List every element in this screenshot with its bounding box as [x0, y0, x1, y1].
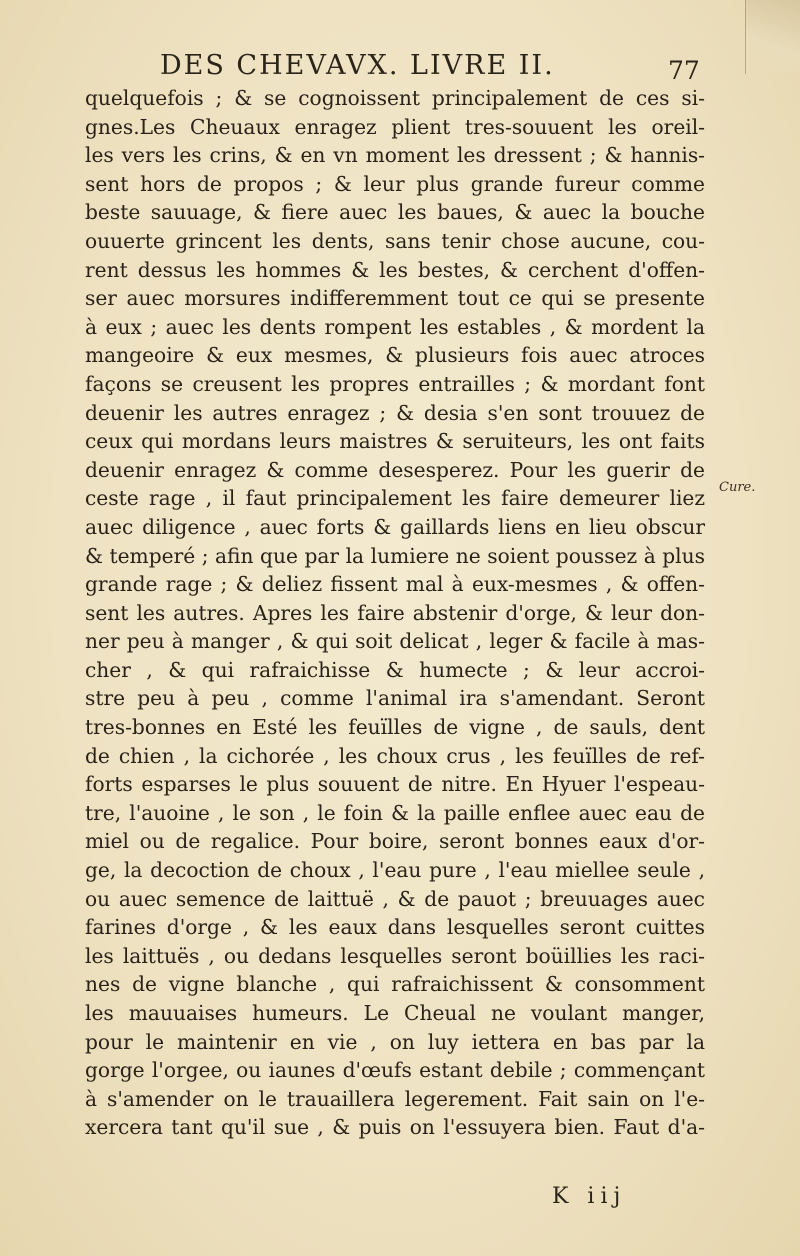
text-line: nes de vigne blanche , qui rafraichissent & consomment [85, 972, 705, 997]
text-line: mangeoire & eux mesmes, & plusieurs fois auec atroces [85, 343, 705, 368]
text-line: gnes.Les Cheuaux enragez plient tres-souuent les oreil- [85, 114, 705, 139]
text-line: forts esparses le plus souuent de nitre. En Hyuer l'espeau- [85, 772, 705, 797]
text-line: à eux ; auec les dents rompent les estables , & mordent la [85, 314, 705, 339]
text-line: sent hors de propos ; & leur plus grande fureur comme [85, 171, 705, 196]
text-line: ceux qui mordans leurs maistres & seruiteurs, les ont faits [85, 429, 705, 454]
text-line: stre peu à peu , comme l'animal ira s'amendant. Seront [85, 686, 705, 711]
text-line: les laittuës , ou dedans lesquelles seront boüillies les raci- [85, 943, 705, 968]
page-corner-fold [745, 0, 800, 74]
text-line: & temperé ; afin que par la lumiere ne soient poussez à plus [85, 543, 705, 568]
text-line: ceste rage , il faut principalement les faire demeurer liez [85, 486, 705, 511]
text-line: farines d'orge , & les eaux dans lesquelles seront cuittes [85, 915, 705, 940]
margin-note: Cure. [719, 480, 756, 495]
text-line: façons se creusent les propres entrailles ; & mordant font [85, 371, 705, 396]
text-line: beste sauuage, & fiere auec les baues, & auec la bouche [85, 200, 705, 225]
text-line: grande rage ; & deliez fissent mal à eux-mesmes , & offen- [85, 572, 705, 597]
text-line: quelquefois ; & se cognoissent principalement de ces si- [85, 86, 705, 110]
text-line: tres-bonnes en Esté les feuïlles de vigne , de sauls, dent [85, 715, 705, 740]
page-number: 77 [668, 56, 700, 85]
text-line: sent les autres. Apres les faire abstenir d'orge, & leur don- [85, 600, 705, 625]
text-line: ner peu à manger , & qui soit delicat , leger & facile à mas- [85, 629, 705, 654]
text-line: gorge l'orgee, ou iaunes d'œufs estant debile ; commençant [85, 1058, 705, 1083]
text-line: pour le maintenir en vie , on luy iettera en bas par la [85, 1029, 705, 1054]
text-line: deuenir enragez & comme desesperez. Pour les guerir de [85, 457, 705, 482]
text-line: les mauuaises humeurs. Le Cheual ne voulant manger, [85, 1001, 705, 1025]
signature-mark: K iij [552, 1184, 627, 1209]
text-line: ge, la decoction de choux , l'eau pure , l'eau miellee seule , [85, 858, 705, 883]
text-line: ouuerte grincent les dents, sans tenir chose aucune, cou- [85, 228, 705, 253]
body-text [85, 84, 705, 1142]
text-line: les vers les crins, & en vn moment les dressent ; & hannis- [85, 143, 705, 168]
text-line: tre, l'auoine , le son , le foin & la paille enflee auec eau de [85, 800, 705, 825]
text-line: xercera tant qu'il sue , & puis on l'essuyera bien. Faut d'a- [85, 1115, 705, 1140]
text-line: ser auec morsures indifferemment tout ce qui se presente [85, 286, 705, 311]
text-line: miel ou de regalice. Pour boire, seront bonnes eaux d'or- [85, 829, 705, 854]
text-line: ou auec semence de laittuë , & de pauot ; breuuages auec [85, 886, 705, 911]
text-line: auec diligence , auec forts & gaillards liens en lieu obscur [85, 514, 705, 539]
text-line: deuenir les autres enragez ; & desia s'en sont trouuez de [85, 400, 705, 425]
text-line: rent dessus les hommes & les bestes, & cerchent d'offen- [85, 257, 705, 282]
text-line: cher , & qui rafraichisse & humecte ; & leur accroi- [85, 657, 705, 682]
text-line: à s'amender on le trauaillera legerement. Fait sain on l'e- [85, 1086, 705, 1111]
running-title: DES CHEVAVX. LIVRE II. [160, 50, 555, 81]
text-line: de chien , la cichorée , les choux crus , les feuïlles de ref- [85, 743, 705, 768]
